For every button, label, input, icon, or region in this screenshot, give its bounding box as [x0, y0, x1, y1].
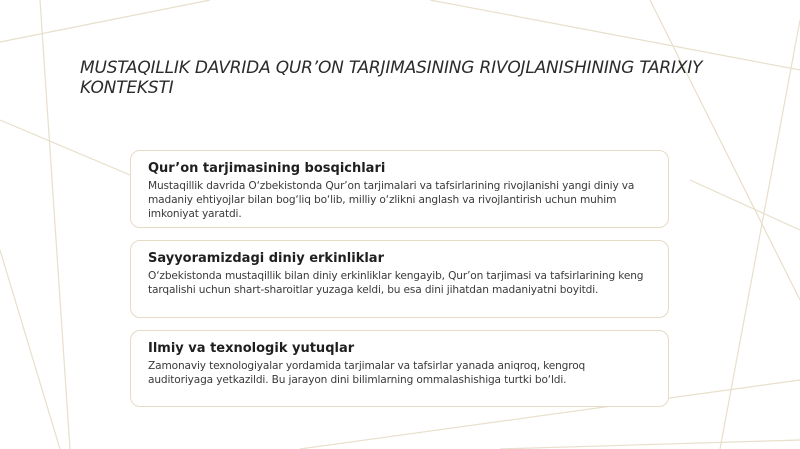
card-religious-freedoms: [130, 240, 669, 318]
card-text: Mustaqillik davrida O‘zbekistonda Qur’on tarjimalari va tafsirlarining rivojlanishi yangi diniy va madaniy ehtiyojlar bilan bog‘liq bo‘lib, milliy o‘zlikni anglash va rivojlantirish uchun muhim imkoniyat yaratdi.: [148, 180, 635, 220]
card-text: O‘zbekistonda mustaqillik bilan diniy erkinliklar kengayib, Qur’on tarjimasi va tafsirlarining keng tarqalishi uchun shart-sharoitlar yuzaga keldi, bu esa dini jihatdan madaniyatni boyitdi.: [148, 270, 644, 296]
slide-title: MUSTAQILLIK DAVRIDA QUR’ON TARJIMASINING RIVOJLANISHINING TARIXIY KONTEKSTI: [80, 58, 703, 98]
card-text: Zamonaviy texnologiyalar yordamida tarjimalar va tafsirlar yanada aniqroq, kengroq auditoriyaga yetkazildi. Bu jarayon dini bilimlarning ommalashishiga turtki bo‘ldi.: [148, 360, 586, 386]
card-title: Sayyoramizdagi diniy erkinliklar: [148, 251, 384, 266]
card-translation-stages: [130, 150, 669, 228]
card-title: Qur’on tarjimasining bosqichlari: [148, 161, 386, 176]
card-scientific-achievements: [130, 330, 669, 407]
card-title: Ilmiy va texnologik yutuqlar: [148, 341, 355, 356]
